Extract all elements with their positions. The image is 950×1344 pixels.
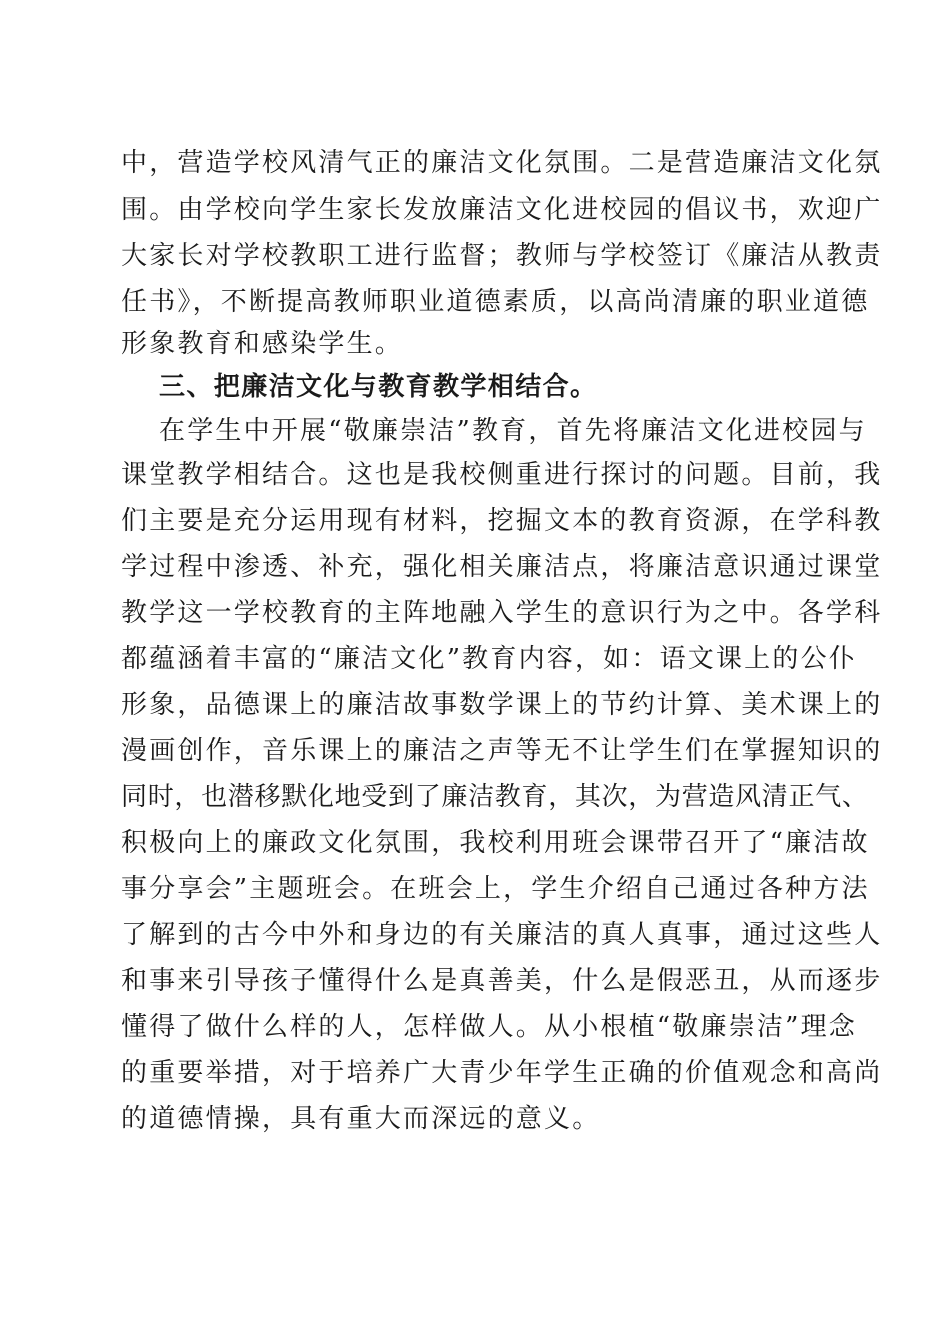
- paragraph-2-line-13: 和事来引导孩子懂得什么是真善美，什么是假恶丑，从而逐步: [121, 966, 883, 996]
- paragraph-2-line-6: 都蕴涵着丰富的“廉洁文化”教育内容，如：语文课上的公仆: [121, 644, 857, 674]
- paragraph-1-line-1: 中，营造学校风清气正的廉洁文化氛围。二是营造廉洁文化氛: [121, 148, 883, 178]
- paragraph-1-line-4: 任书》，不断提高教师职业道德素质，以高尚清廉的职业道德: [121, 287, 870, 317]
- paragraph-2-line-7: 形象，品德课上的廉洁故事数学课上的节约计算、美术课上的: [121, 690, 883, 720]
- paragraph-2-line-16: 的道德情操，具有重大而深远的意义。: [121, 1104, 601, 1134]
- paragraph-2-line-9: 同时，也潜移默化地受到了廉洁教育，其次，为营造风清正气、: [121, 782, 869, 812]
- paragraph-1-line-3: 大家长对学校教职工进行监督；教师与学校签订《廉洁从教责: [121, 241, 883, 271]
- paragraph-1-line-5: 形象教育和感染学生。: [121, 329, 404, 359]
- paragraph-2-line-5: 教学这一学校教育的主阵地融入学生的意识行为之中。各学科: [121, 598, 883, 628]
- paragraph-2-line-11: 事分享会”主题班会。在班会上，学生介绍自己通过各种方法: [121, 874, 870, 904]
- paragraph-2-line-4: 学过程中渗透、补充，强化相关廉洁点，将廉洁意识通过课堂: [121, 552, 883, 582]
- paragraph-2-line-10: 积极向上的廉政文化氛围，我校利用班会课带召开了“廉洁故: [121, 828, 870, 858]
- paragraph-2-line-1: 在学生中开展“敬廉崇洁”教育，首先将廉洁文化进校园与: [159, 416, 867, 446]
- paragraph-2-line-14: 懂得了做什么样的人，怎样做人。从小根植“敬廉崇洁”理念: [121, 1012, 857, 1042]
- section-heading: 三、把廉洁文化与教育教学相结合。: [159, 372, 598, 402]
- paragraph-2-line-2: 课堂教学相结合。这也是我校侧重进行探讨的问题。目前，我: [121, 460, 883, 490]
- paragraph-2-line-12: 了解到的古今中外和身边的有关廉洁的真人真事，通过这些人: [121, 920, 883, 950]
- paragraph-2-line-3: 们主要是充分运用现有材料，挖掘文本的教育资源，在学科教: [121, 506, 883, 536]
- paragraph-2-line-15: 的重要举措，对于培养广大青少年学生正确的价值观念和高尚: [121, 1058, 883, 1088]
- paragraph-2-line-8: 漫画创作，音乐课上的廉洁之声等无不让学生们在掌握知识的: [121, 736, 883, 766]
- paragraph-1-line-2: 围。由学校向学生家长发放廉洁文化进校园的倡议书，欢迎广: [121, 195, 883, 225]
